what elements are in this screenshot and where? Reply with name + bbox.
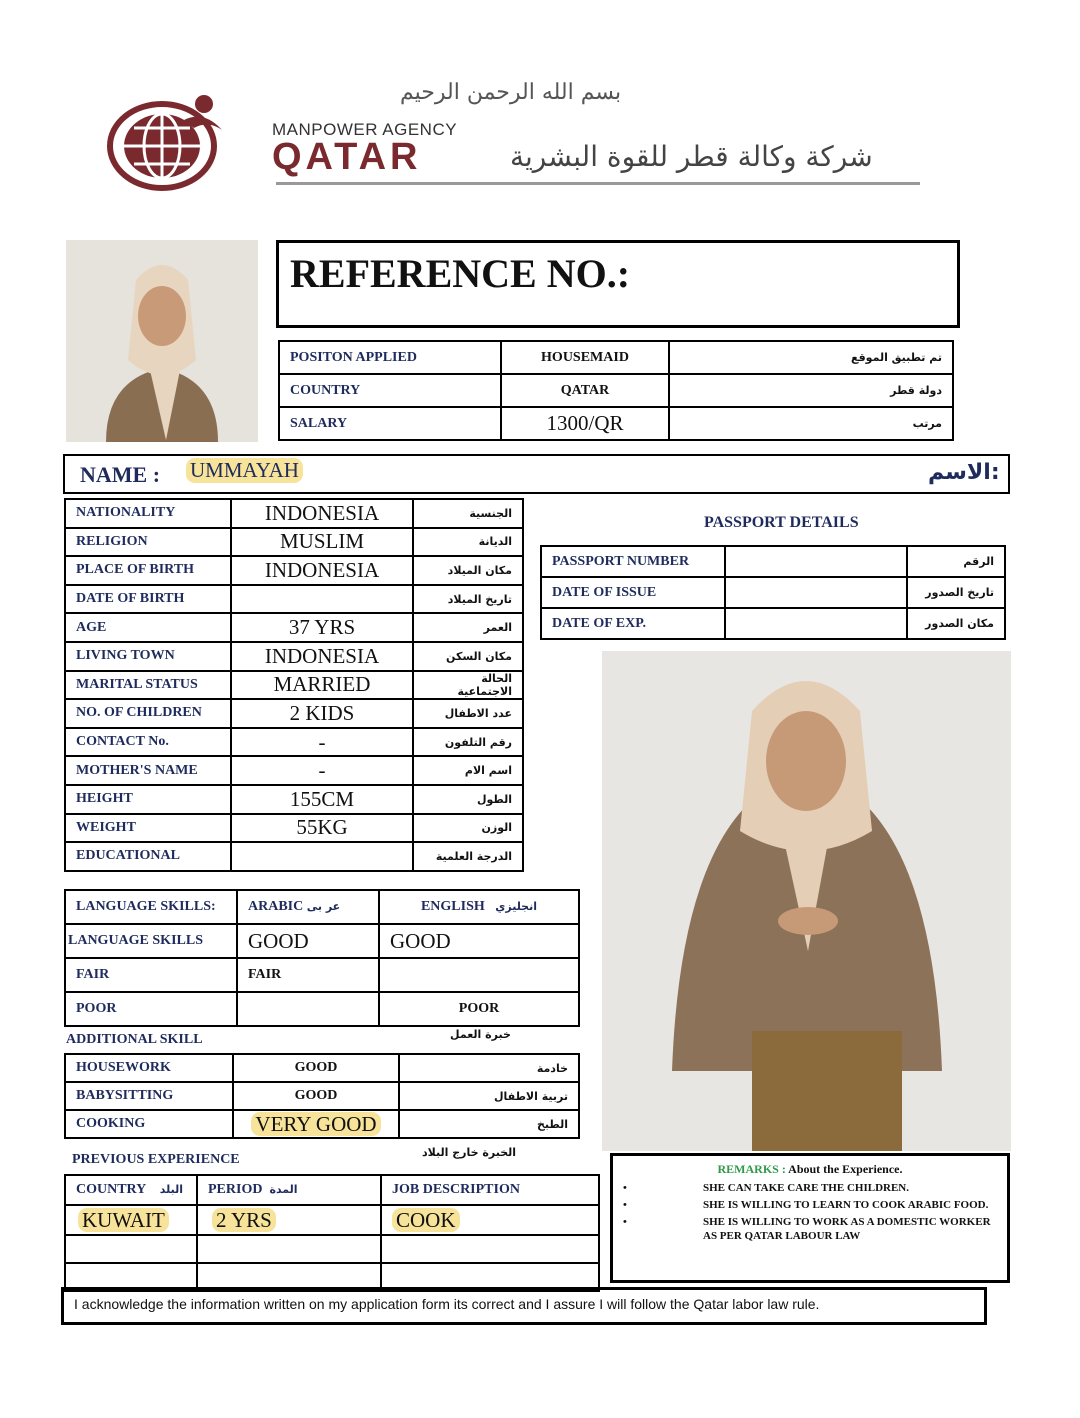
language-skills-table <box>64 889 580 1027</box>
name-arabic-label: الاسم: <box>928 460 1000 485</box>
remarks-title: REMARKS : <box>717 1162 786 1176</box>
passport-number-value <box>725 546 907 577</box>
globe-logo-icon <box>104 90 228 194</box>
expiry-date-label: DATE OF EXP. <box>541 608 725 639</box>
name-value: UMMAYAH <box>186 458 303 483</box>
personal-field-arabic: الديانة <box>413 528 523 557</box>
personal-field-arabic: العمر <box>413 613 523 642</box>
english-column-header <box>379 890 579 924</box>
bullet-icon: • <box>623 1216 627 1228</box>
exp-period-en: PERIOD <box>208 1182 263 1197</box>
personal-field-label: EDUCATIONAL <box>65 842 231 871</box>
additional-skill-title-arabic: خبرة العمل <box>450 1028 511 1041</box>
personal-details-table <box>64 498 524 872</box>
salary-label: SALARY <box>279 407 501 440</box>
personal-row <box>65 756 523 785</box>
personal-field-value: 2 KIDS <box>231 699 413 728</box>
language-header-label: LANGUAGE SKILLS: <box>65 890 237 924</box>
exp-period-header <box>197 1175 381 1205</box>
personal-field-arabic: الدرجة العلمية <box>413 842 523 871</box>
issue-date-label: DATE OF ISSUE <box>541 577 725 608</box>
exp-job-header: JOB DESCRIPTION <box>381 1175 599 1205</box>
remarks-item-text: SHE IS WILLING TO LEARN TO COOK ARABIC FOOD. <box>703 1199 989 1211</box>
arabic-col-ar: عر بى <box>306 900 341 913</box>
personal-row <box>65 671 523 700</box>
housework-label: HOUSEWORK <box>65 1054 233 1082</box>
applicant-photo-full <box>602 651 1011 1151</box>
personal-field-label: LIVING TOWN <box>65 642 231 671</box>
english-poor-value: POOR <box>379 992 579 1026</box>
personal-field-label: NO. OF CHILDREN <box>65 699 231 728</box>
expiry-date-value <box>725 608 907 639</box>
passport-number-label: PASSPORT NUMBER <box>541 546 725 577</box>
arabic-col-en: ARABIC <box>248 899 304 914</box>
cooking-value: VERY GOOD <box>251 1112 380 1136</box>
language-arabic-good: GOOD <box>237 924 379 958</box>
personal-field-label: WEIGHT <box>65 814 231 843</box>
personal-field-arabic: مكان السكن <box>413 642 523 671</box>
passport-number-arabic: الرقم <box>907 546 1005 577</box>
poor-label: POOR <box>65 992 237 1026</box>
english-col-ar: انجليزي <box>495 900 538 913</box>
exp-period-value: 2 YRS <box>212 1208 276 1232</box>
issue-date-arabic: تاريخ الصدور <box>907 577 1005 608</box>
bullet-icon: • <box>623 1182 627 1194</box>
personal-row <box>65 642 523 671</box>
applicant-photo-small <box>66 240 258 442</box>
header-divider <box>276 182 920 185</box>
personal-field-label: PLACE OF BIRTH <box>65 556 231 585</box>
cooking-label: COOKING <box>65 1110 233 1138</box>
arabic-column-header <box>237 890 379 924</box>
personal-field-value: MUSLIM <box>231 528 413 557</box>
personal-row <box>65 728 523 757</box>
agency-name-large: QATAR <box>272 136 422 178</box>
exp-empty-cell <box>381 1235 599 1263</box>
cooking-arabic: الطبخ <box>399 1110 579 1138</box>
cooking-value-cell <box>233 1110 399 1138</box>
personal-field-arabic: رقم التلفون <box>413 728 523 757</box>
exp-job-value: COOK <box>392 1208 460 1232</box>
personal-field-label: MARITAL STATUS <box>65 671 231 700</box>
passport-title: PASSPORT DETAILS <box>704 514 859 531</box>
exp-empty-cell <box>65 1235 197 1263</box>
reference-label: REFERENCE NO.: <box>290 251 631 296</box>
personal-field-value: MARRIED <box>231 671 413 700</box>
arabic-fair-value: FAIR <box>237 958 379 992</box>
personal-field-value: - <box>231 728 413 757</box>
babysitting-label: BABYSITTING <box>65 1082 233 1110</box>
personal-field-value: 37 YRS <box>231 613 413 642</box>
experience-table <box>64 1174 600 1292</box>
personal-field-arabic: الوزن <box>413 814 523 843</box>
country-arabic: دولة قطر <box>669 374 953 407</box>
personal-field-value: INDONESIA <box>231 642 413 671</box>
exp-country-cell <box>65 1205 197 1235</box>
remarks-subtitle: About the Experience. <box>788 1162 903 1176</box>
personal-row <box>65 499 523 528</box>
language-row-label: LANGUAGE SKILLS <box>65 924 237 958</box>
personal-field-label: RELIGION <box>65 528 231 557</box>
additional-skill-title: ADDITIONAL SKILL <box>66 1032 203 1047</box>
babysitting-value: GOOD <box>233 1082 399 1110</box>
exp-country-en: COUNTRY <box>76 1182 146 1197</box>
babysitting-arabic: تربية الاطفال <box>399 1082 579 1110</box>
issue-date-value <box>725 577 907 608</box>
housework-arabic: خادمة <box>399 1054 579 1082</box>
personal-field-arabic: الجنسية <box>413 499 523 528</box>
personal-field-label: MOTHER'S NAME <box>65 756 231 785</box>
personal-field-arabic: الطول <box>413 785 523 814</box>
arabic-poor-value <box>237 992 379 1026</box>
exp-job-cell <box>381 1205 599 1235</box>
personal-row <box>65 585 523 614</box>
personal-row <box>65 699 523 728</box>
additional-skill-table <box>64 1053 580 1139</box>
position-label: POSITON APPLIED <box>279 341 501 374</box>
personal-field-value: 155CM <box>231 785 413 814</box>
remarks-item <box>613 1215 1007 1243</box>
personal-field-label: AGE <box>65 613 231 642</box>
personal-row <box>65 556 523 585</box>
experience-title: PREVIOUS EXPERIENCE <box>72 1152 240 1167</box>
personal-row <box>65 785 523 814</box>
salary-arabic: مرتب <box>669 407 953 440</box>
personal-field-label: HEIGHT <box>65 785 231 814</box>
agency-name-small: MANPOWER AGENCY <box>272 120 458 139</box>
acknowledgement-box <box>61 1287 987 1325</box>
english-col-en: ENGLISH <box>420 899 485 914</box>
personal-row <box>65 842 523 871</box>
personal-field-arabic: مكان الميلاد <box>413 556 523 585</box>
name-label: NAME : <box>80 462 161 487</box>
position-value: HOUSEMAID <box>501 341 669 374</box>
acknowledgement-text: I acknowledge the information written on my application form its correct and I assure I will follow the Qatar labor law rule. <box>74 1296 820 1312</box>
personal-row <box>65 528 523 557</box>
agency-name-arabic: شركة وكالة قطر للقوة البشرية <box>510 140 873 173</box>
position-arabic: تم تطبيق الموقع <box>669 341 953 374</box>
personal-field-label: DATE OF BIRTH <box>65 585 231 614</box>
personal-field-value <box>231 842 413 871</box>
personal-field-arabic: عدد الاطفال <box>413 699 523 728</box>
personal-field-label: CONTACT No. <box>65 728 231 757</box>
exp-country-ar: البلد <box>159 1183 184 1196</box>
personal-field-value: INDONESIA <box>231 499 413 528</box>
personal-field-arabic: الحالة الاجتماعية <box>413 671 523 700</box>
passport-table <box>540 545 1006 640</box>
personal-field-label: NATIONALITY <box>65 499 231 528</box>
personal-field-value: 55KG <box>231 814 413 843</box>
bullet-icon: • <box>623 1199 627 1211</box>
expiry-date-arabic: مكان الصدور <box>907 608 1005 639</box>
remarks-item <box>613 1181 1007 1195</box>
personal-field-value: INDONESIA <box>231 556 413 585</box>
language-english-good: GOOD <box>379 924 579 958</box>
exp-period-ar: المدة <box>269 1183 298 1196</box>
remarks-item <box>613 1198 1007 1212</box>
personal-row <box>65 613 523 642</box>
remarks-box <box>610 1153 1010 1283</box>
salary-value: 1300/QR <box>501 407 669 440</box>
country-label: COUNTRY <box>279 374 501 407</box>
personal-field-arabic: اسم الام <box>413 756 523 785</box>
remarks-item-text: SHE IS WILLING TO WORK AS A DOMESTIC WORKER AS PER QATAR LABOUR LAW <box>703 1216 991 1242</box>
housework-value: GOOD <box>233 1054 399 1082</box>
country-value: QATAR <box>501 374 669 407</box>
personal-row <box>65 814 523 843</box>
exp-country-header <box>65 1175 197 1205</box>
english-fair-value <box>379 958 579 992</box>
exp-country-value: KUWAIT <box>78 1208 169 1232</box>
remarks-item-text: SHE CAN TAKE CARE THE CHILDREN. <box>703 1182 909 1194</box>
bismillah-calligraphy: بسم الله الرحمن الرحيم <box>400 80 622 105</box>
position-table <box>278 340 954 441</box>
personal-field-value: - <box>231 756 413 785</box>
personal-field-value <box>231 585 413 614</box>
exp-period-cell <box>197 1205 381 1235</box>
personal-field-arabic: تاريخ الميلاد <box>413 585 523 614</box>
experience-title-arabic: الخبرة خارج البلاد <box>422 1146 517 1159</box>
fair-label: FAIR <box>65 958 237 992</box>
exp-empty-cell <box>197 1235 381 1263</box>
